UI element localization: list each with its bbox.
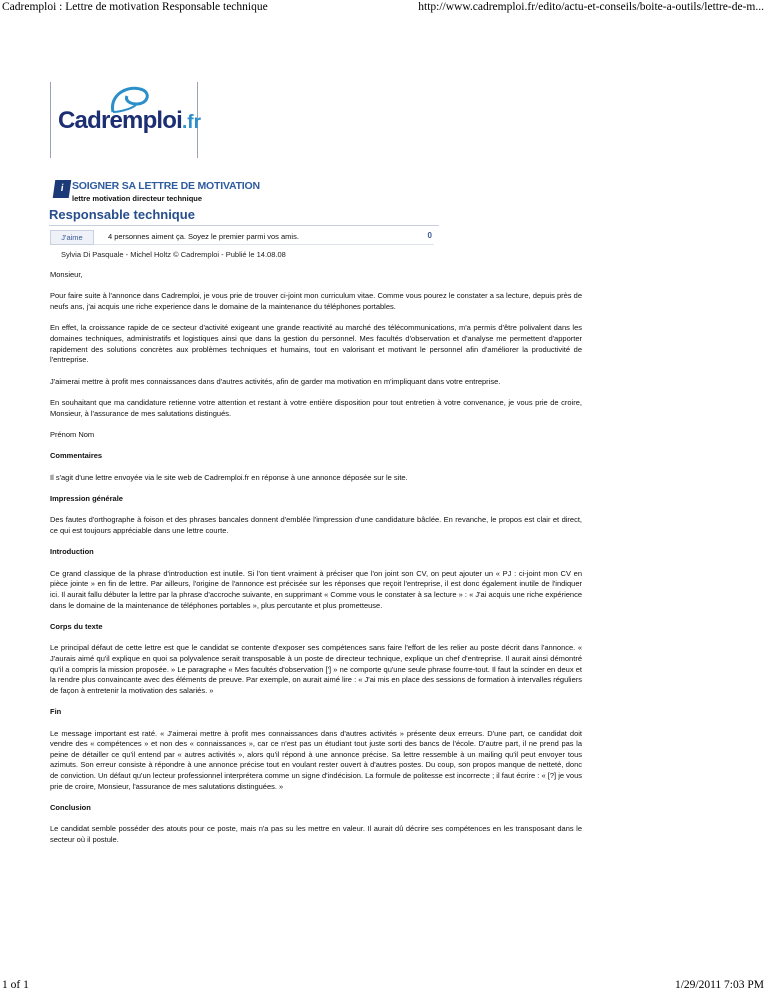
article-body [50,270,582,856]
section-text: Le message important est raté. « J'aimerai mettre à profit mes connaissances dans d'autres activités » présente deux erreurs. D'une part, ce candidat doit vendre des « compétences » et non des « connaissances », car ce n'est pas un étudiant tout juste sorti des bancs de l'école. D'autre part, il ne prend pas la peine de détailler ce qu'il entend par « autres activités », alors qu'il répond à une annonce précise. Sa lettre ressemble à un mailing qu'il peut envoyer tous azimuts. Son erreur consiste à répondre à une annonce précise tout en voulant rester ouvert à d'autres postes. Du coup, son propos manque de netteté, donc de conviction. Un défaut qu'un lecteur professionnel interprétera comme un signe d'indécision. La formule de politesse est incorrecte ; il faut écrire : « [?] je vous prie de croire, Monsieur, l'assurance de mes salutations distinguées. » [50,728,582,791]
letter-paragraph: En souhaitant que ma candidature retienne votre attention et restant à votre entière disposition pour tout entretien à votre convenance, je vous prie de croire, Monsieur, à l'assurance de mes salutations distingués. [50,397,582,418]
rubric-title[interactable]: SOIGNER SA LETTRE DE MOTIVATION [72,180,260,192]
article-title: Responsable technique [49,207,195,222]
section-text: Des fautes d'orthographe à foison et des phrases bancales donnent d'emblée l'impression d'une candidature bâclée. En revanche, le propos est clair et direct, ce qui est toujours appréciable dans une lettre courte. [50,515,582,536]
section-heading: Conclusion [50,802,91,812]
section-heading: Fin [50,707,62,717]
like-button[interactable]: J'aime [50,230,94,245]
byline: Sylvia Di Pasquale - Michel Holtz © Cadremploi - Publié le 14.08.08 [61,250,286,259]
print-page-number: 1 of 1 [2,979,29,991]
letter-signature: Prénom Nom [50,429,95,439]
title-divider [49,225,439,226]
print-header [0,0,768,16]
facebook-like-bar [50,230,434,245]
section-text: Ce grand classique de la phrase d'introduction est inutile. Si l'on tient vraiment à préciser que l'on joint son CV, on peut ajouter un « PJ : ci-joint mon CV en pièce jointe » en fin de lettre. Par ailleurs, l'origine de l'annonce est précisée sur les réponses que reçoit l'entreprise, il est donc également inutile de l'indiquer ici. Il aurait fallu débuter la lettre par la phrase d'accroche suivante, en supprimant « Comme vous le constater à sa lecture » : « J'ai acquis une riche expérience dans le domaine de la maintenance de téléphones portables », plus percutante et plus prometteuse. [50,568,582,610]
section-heading: Impression générale [50,494,123,504]
print-url: http://www.cadremploi.fr/edito/actu-et-conseils/boite-a-outils/lettre-de-m... [418,1,764,13]
section-heading: Commentaires [50,451,103,461]
rubric-subtitle: lettre motivation directeur technique [72,194,203,203]
print-footer [0,978,768,994]
logo-wordmark: Cadremploi.fr [58,107,202,134]
section-text: Le principal défaut de cette lettre est que le candidat se contente d'exposer ses compétences sans faire l'effort de les relier au poste décrit dans l'annonce. « J'aurais aimé qu'il explique en quoi sa polyvalence serait transposable à un poste de directeur technique, explique un chef d'entreprise. Il aurait ainsi démontré qu'il a compris la mission proposée. » Le paragraphe « Mes facultés d'observation ['] » ne comporte qu'une seule phrase fourre-tout. Il faut la scinder en deux et la rendre plus convaincante avec des éléments de preuve. Par exemple, on aurait aimé lire : « J'ai mis en place des sessions de formation à intervalles réguliers de façon à entretenir la motivation des salariés. » [50,643,582,695]
letter-paragraph: J'aimerai mettre à profit mes connaissances dans d'autres activités, afin de garder ma motivation en m'impliquant dans votre entreprise. [50,376,501,386]
section-rubric [54,180,354,202]
like-text: 4 personnes aiment ça. Soyez le premier parmi vos amis. [108,232,299,241]
letter-paragraph: Pour faire suite à l'annonce dans Cadremploi, je vous prie de trouver ci-joint mon curriculum vitae. Comme vous pourez le constater a sa lecture, depuis près de neufs ans, j'ai acquis une riche experience dans le domaine de la maintenance du téléphones portables. [50,291,582,311]
letter-paragraph: En effet, la croissance rapide de ce secteur d'activité exigeant une grande reactivité au marché des télécommunications, m'a permis d'être polivalent dans les domaines techniques, administratifs et logistiques ainsi que dans la gestion du personnel. Mes facultés d'observation et d'analyse me permettent d'apporter rapidement des solutions concrètes aux problèmes techniques et humains, tout en valorisant et motivant le personnel afin d'améliorer la productivité de l'entreprise. [50,323,582,365]
section-heading: Corps du texte [50,622,103,632]
info-icon: i [53,180,72,198]
print-datetime: 1/29/2011 7:03 PM [674,979,764,991]
section-text: Le candidat semble posséder des atouts pour ce poste, mais n'a pas su les mettre en valeur. Il aurait dû décrire ses compétences en les transposant dans le secteur où il postule. [50,824,582,844]
site-logo[interactable] [50,82,202,158]
like-count: 0 [427,231,432,240]
section-heading: Introduction [50,547,94,557]
letter-greeting: Monsieur, [50,270,83,279]
section-text: Il s'agit d'une lettre envoyée via le site web de Cadremploi.fr en réponse à une annonce déposée sur le site. [50,472,408,482]
print-page-title: Cadremploi : Lettre de motivation Responsable technique [2,1,268,13]
